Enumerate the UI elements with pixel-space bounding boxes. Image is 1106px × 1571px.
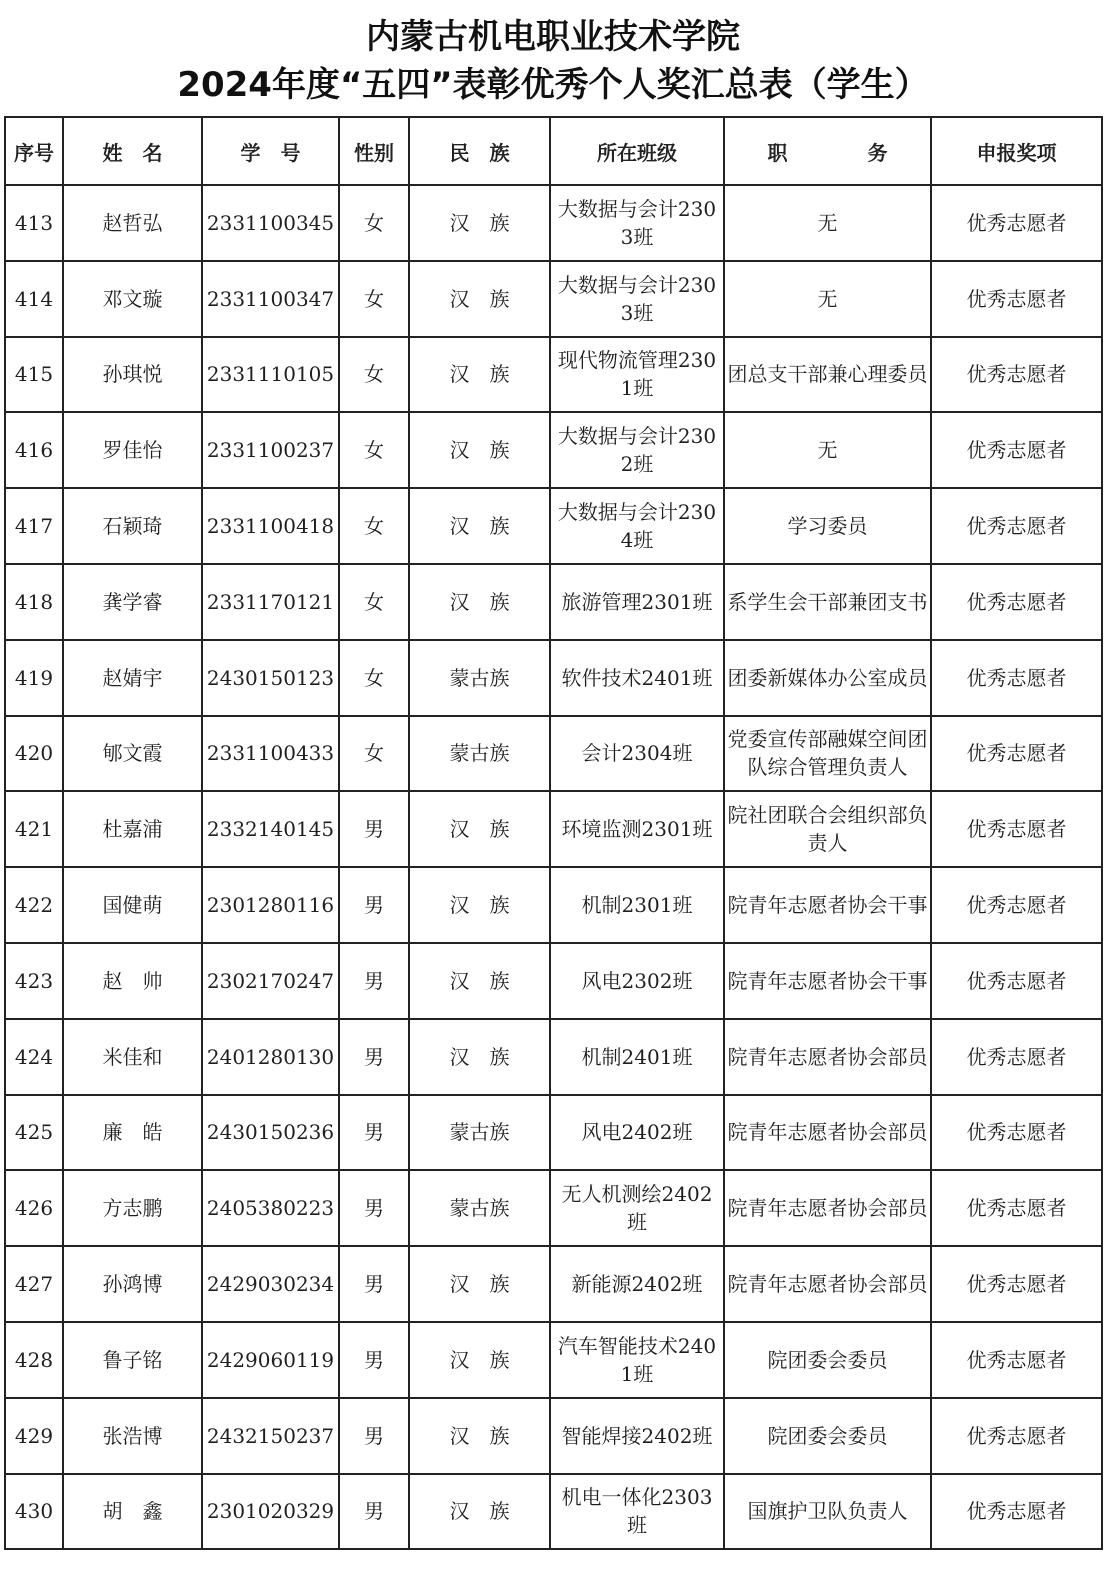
table-row xyxy=(5,1019,1102,1095)
cell-award: 优秀志愿者 xyxy=(931,337,1102,413)
cell-gender: 女 xyxy=(339,412,409,488)
cell-ethnicity: 汉 族 xyxy=(409,412,550,488)
cell-award: 优秀志愿者 xyxy=(931,943,1102,1019)
cell-ethnicity: 汉 族 xyxy=(409,867,550,943)
table-row xyxy=(5,1474,1102,1550)
cell-award: 优秀志愿者 xyxy=(931,1246,1102,1322)
cell-ethnicity: 汉 族 xyxy=(409,564,550,640)
cell-student-id: 2331100433 xyxy=(202,716,339,792)
cell-gender: 男 xyxy=(339,1170,409,1246)
cell-position: 院青年志愿者协会部员 xyxy=(724,1095,931,1171)
cell-name: 廉 皓 xyxy=(63,1095,202,1171)
cell-student-id: 2401280130 xyxy=(202,1019,339,1095)
cell-gender: 女 xyxy=(339,640,409,716)
cell-gender: 男 xyxy=(339,791,409,867)
table-row xyxy=(5,488,1102,564)
header-class: 所在班级 xyxy=(550,117,724,185)
cell-gender: 女 xyxy=(339,261,409,337)
cell-name: 胡 鑫 xyxy=(63,1474,202,1550)
cell-no: 425 xyxy=(5,1095,63,1171)
cell-gender: 女 xyxy=(339,337,409,413)
table-row xyxy=(5,564,1102,640)
cell-award: 优秀志愿者 xyxy=(931,867,1102,943)
cell-ethnicity: 蒙古族 xyxy=(409,716,550,792)
cell-ethnicity: 蒙古族 xyxy=(409,1170,550,1246)
cell-award: 优秀志愿者 xyxy=(931,1474,1102,1550)
cell-no: 415 xyxy=(5,337,63,413)
cell-student-id: 2301020329 xyxy=(202,1474,339,1550)
table-row xyxy=(5,1246,1102,1322)
cell-position: 院团委会委员 xyxy=(724,1322,931,1398)
cell-ethnicity: 汉 族 xyxy=(409,337,550,413)
cell-ethnicity: 汉 族 xyxy=(409,185,550,261)
cell-position: 系学生会干部兼团支书 xyxy=(724,564,931,640)
cell-no: 423 xyxy=(5,943,63,1019)
cell-position: 学习委员 xyxy=(724,488,931,564)
cell-gender: 男 xyxy=(339,1019,409,1095)
cell-no: 417 xyxy=(5,488,63,564)
cell-class: 汽车智能技术2401班 xyxy=(550,1322,724,1398)
cell-no: 414 xyxy=(5,261,63,337)
cell-student-id: 2430150236 xyxy=(202,1095,339,1171)
cell-no: 416 xyxy=(5,412,63,488)
cell-student-id: 2331170121 xyxy=(202,564,339,640)
header-award: 申报奖项 xyxy=(931,117,1102,185)
cell-name: 赵哲弘 xyxy=(63,185,202,261)
cell-ethnicity: 汉 族 xyxy=(409,488,550,564)
table-row xyxy=(5,1398,1102,1474)
cell-gender: 男 xyxy=(339,1398,409,1474)
cell-student-id: 2331100418 xyxy=(202,488,339,564)
cell-ethnicity: 汉 族 xyxy=(409,943,550,1019)
cell-gender: 男 xyxy=(339,867,409,943)
cell-position: 国旗护卫队负责人 xyxy=(724,1474,931,1550)
table-row xyxy=(5,412,1102,488)
cell-award: 优秀志愿者 xyxy=(931,564,1102,640)
cell-ethnicity: 汉 族 xyxy=(409,1474,550,1550)
cell-no: 418 xyxy=(5,564,63,640)
table-header-row xyxy=(5,117,1102,185)
cell-position: 无 xyxy=(724,261,931,337)
header-no: 序号 xyxy=(5,117,63,185)
header-gender: 性别 xyxy=(339,117,409,185)
cell-no: 413 xyxy=(5,185,63,261)
table-row xyxy=(5,640,1102,716)
cell-ethnicity: 汉 族 xyxy=(409,261,550,337)
table-row xyxy=(5,867,1102,943)
cell-award: 优秀志愿者 xyxy=(931,1170,1102,1246)
table-row xyxy=(5,261,1102,337)
cell-class: 机制2401班 xyxy=(550,1019,724,1095)
cell-award: 优秀志愿者 xyxy=(931,488,1102,564)
cell-position: 院青年志愿者协会部员 xyxy=(724,1246,931,1322)
cell-name: 国健萌 xyxy=(63,867,202,943)
cell-award: 优秀志愿者 xyxy=(931,1398,1102,1474)
cell-gender: 女 xyxy=(339,488,409,564)
cell-student-id: 2430150123 xyxy=(202,640,339,716)
cell-no: 419 xyxy=(5,640,63,716)
cell-award: 优秀志愿者 xyxy=(931,1019,1102,1095)
cell-class: 大数据与会计2303班 xyxy=(550,185,724,261)
cell-student-id: 2432150237 xyxy=(202,1398,339,1474)
cell-no: 420 xyxy=(5,716,63,792)
table-row xyxy=(5,337,1102,413)
cell-student-id: 2301280116 xyxy=(202,867,339,943)
header-name: 姓 名 xyxy=(63,117,202,185)
cell-gender: 男 xyxy=(339,1322,409,1398)
cell-ethnicity: 汉 族 xyxy=(409,1246,550,1322)
cell-student-id: 2429030234 xyxy=(202,1246,339,1322)
cell-name: 鲁子铭 xyxy=(63,1322,202,1398)
cell-position: 院青年志愿者协会部员 xyxy=(724,1019,931,1095)
cell-name: 邓文璇 xyxy=(63,261,202,337)
cell-name: 杜嘉浦 xyxy=(63,791,202,867)
cell-ethnicity: 汉 族 xyxy=(409,1322,550,1398)
header-student-id: 学 号 xyxy=(202,117,339,185)
cell-position: 院青年志愿者协会干事 xyxy=(724,867,931,943)
cell-ethnicity: 蒙古族 xyxy=(409,1095,550,1171)
cell-student-id: 2331100347 xyxy=(202,261,339,337)
cell-name: 孙琪悦 xyxy=(63,337,202,413)
cell-class: 现代物流管理2301班 xyxy=(550,337,724,413)
cell-no: 424 xyxy=(5,1019,63,1095)
cell-student-id: 2331100237 xyxy=(202,412,339,488)
awards-table xyxy=(4,116,1103,1550)
cell-award: 优秀志愿者 xyxy=(931,261,1102,337)
cell-name: 孙鸿博 xyxy=(63,1246,202,1322)
table-row xyxy=(5,185,1102,261)
cell-position: 团总支干部兼心理委员 xyxy=(724,337,931,413)
cell-class: 智能焊接2402班 xyxy=(550,1398,724,1474)
cell-position: 无 xyxy=(724,185,931,261)
cell-class: 会计2304班 xyxy=(550,716,724,792)
table-body xyxy=(5,185,1102,1549)
table-row xyxy=(5,1095,1102,1171)
cell-award: 优秀志愿者 xyxy=(931,1322,1102,1398)
cell-no: 429 xyxy=(5,1398,63,1474)
cell-class: 风电2402班 xyxy=(550,1095,724,1171)
cell-position: 院社团联合会组织部负责人 xyxy=(724,791,931,867)
cell-gender: 男 xyxy=(339,1474,409,1550)
cell-name: 方志鹏 xyxy=(63,1170,202,1246)
cell-name: 张浩博 xyxy=(63,1398,202,1474)
cell-class: 旅游管理2301班 xyxy=(550,564,724,640)
table-row xyxy=(5,791,1102,867)
cell-award: 优秀志愿者 xyxy=(931,1095,1102,1171)
cell-position: 无 xyxy=(724,412,931,488)
cell-student-id: 2331110105 xyxy=(202,337,339,413)
cell-class: 大数据与会计2304班 xyxy=(550,488,724,564)
cell-student-id: 2429060119 xyxy=(202,1322,339,1398)
table-row xyxy=(5,1322,1102,1398)
cell-position: 党委宣传部融媒空间团队综合管理负责人 xyxy=(724,716,931,792)
cell-class: 大数据与会计2302班 xyxy=(550,412,724,488)
cell-no: 430 xyxy=(5,1474,63,1550)
cell-gender: 男 xyxy=(339,1246,409,1322)
cell-position: 院青年志愿者协会部员 xyxy=(724,1170,931,1246)
cell-student-id: 2331100345 xyxy=(202,185,339,261)
cell-class: 新能源2402班 xyxy=(550,1246,724,1322)
cell-class: 环境监测2301班 xyxy=(550,791,724,867)
cell-no: 426 xyxy=(5,1170,63,1246)
header-ethnicity: 民 族 xyxy=(409,117,550,185)
document-subtitle: 2024年度“五四”表彰优秀个人奖汇总表（学生） xyxy=(177,65,929,105)
cell-ethnicity: 汉 族 xyxy=(409,1019,550,1095)
cell-student-id: 2332140145 xyxy=(202,791,339,867)
cell-position: 院青年志愿者协会干事 xyxy=(724,943,931,1019)
cell-name: 罗佳怡 xyxy=(63,412,202,488)
cell-name: 龚学睿 xyxy=(63,564,202,640)
cell-name: 赵 帅 xyxy=(63,943,202,1019)
cell-award: 优秀志愿者 xyxy=(931,412,1102,488)
cell-class: 软件技术2401班 xyxy=(550,640,724,716)
cell-name: 米佳和 xyxy=(63,1019,202,1095)
cell-name: 赵婧宇 xyxy=(63,640,202,716)
cell-gender: 女 xyxy=(339,716,409,792)
cell-class: 机制2301班 xyxy=(550,867,724,943)
cell-class: 风电2302班 xyxy=(550,943,724,1019)
cell-class: 无人机测绘2402班 xyxy=(550,1170,724,1246)
cell-award: 优秀志愿者 xyxy=(931,185,1102,261)
cell-student-id: 2405380223 xyxy=(202,1170,339,1246)
cell-ethnicity: 汉 族 xyxy=(409,1398,550,1474)
cell-gender: 女 xyxy=(339,185,409,261)
cell-gender: 男 xyxy=(339,943,409,1019)
cell-student-id: 2302170247 xyxy=(202,943,339,1019)
cell-name: 郇文霞 xyxy=(63,716,202,792)
cell-gender: 女 xyxy=(339,564,409,640)
header-position: 职 务 xyxy=(724,117,931,185)
cell-gender: 男 xyxy=(339,1095,409,1171)
cell-no: 422 xyxy=(5,867,63,943)
cell-class: 大数据与会计2303班 xyxy=(550,261,724,337)
cell-ethnicity: 蒙古族 xyxy=(409,640,550,716)
table-row xyxy=(5,943,1102,1019)
cell-no: 427 xyxy=(5,1246,63,1322)
cell-no: 421 xyxy=(5,791,63,867)
cell-position: 团委新媒体办公室成员 xyxy=(724,640,931,716)
cell-name: 石颖琦 xyxy=(63,488,202,564)
cell-award: 优秀志愿者 xyxy=(931,791,1102,867)
cell-no: 428 xyxy=(5,1322,63,1398)
table-row xyxy=(5,1170,1102,1246)
cell-position: 院团委会委员 xyxy=(724,1398,931,1474)
document-title: 内蒙古机电职业技术学院 xyxy=(366,17,740,57)
cell-award: 优秀志愿者 xyxy=(931,716,1102,792)
cell-ethnicity: 汉 族 xyxy=(409,791,550,867)
cell-award: 优秀志愿者 xyxy=(931,640,1102,716)
cell-class: 机电一体化2303班 xyxy=(550,1474,724,1550)
table-row xyxy=(5,716,1102,792)
